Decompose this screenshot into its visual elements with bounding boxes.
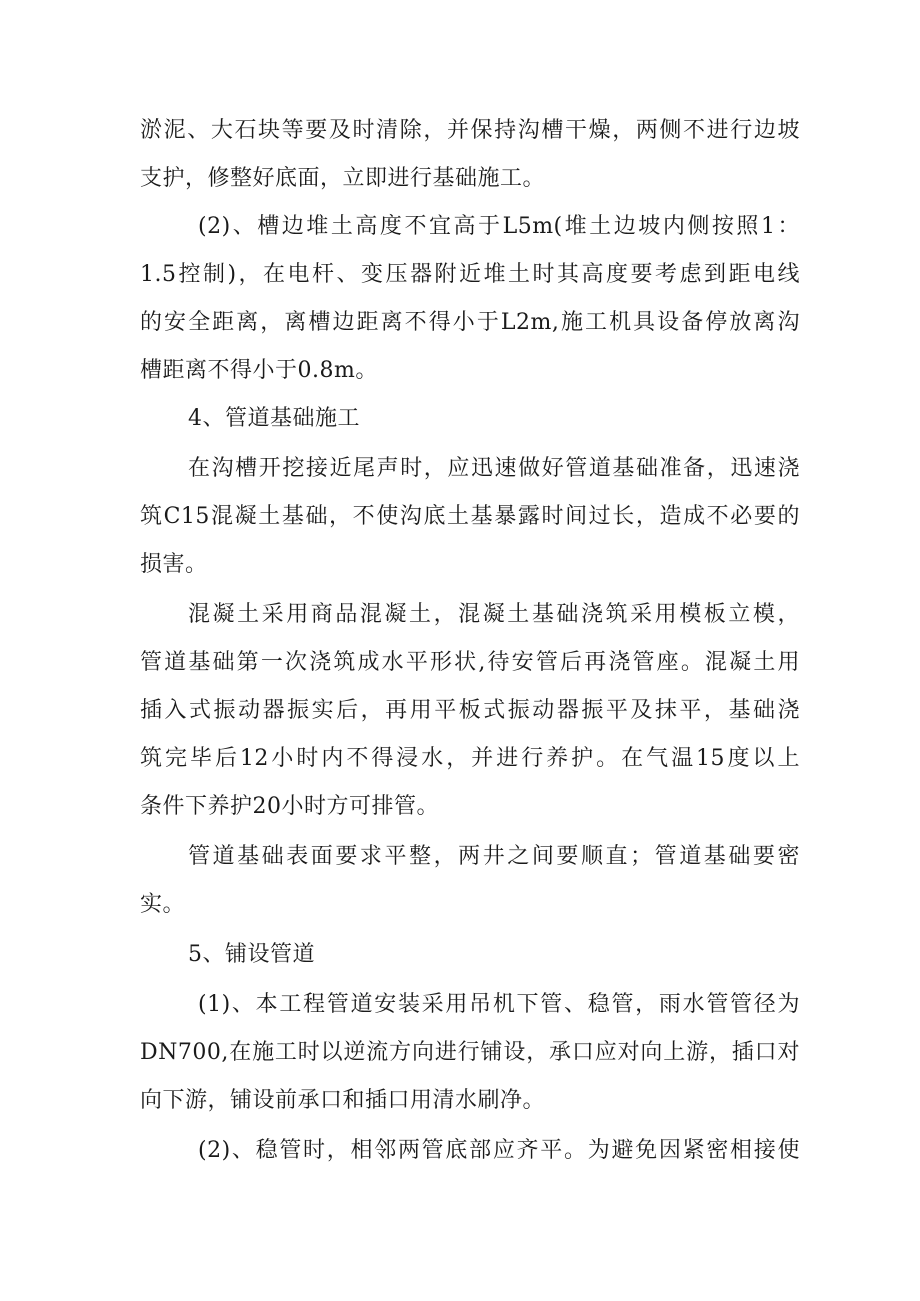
text-line: 淤泥、大石块等要及时清除，并保持沟槽干燥，两侧不进行边坡 bbox=[140, 118, 800, 143]
text-line: 筑C15混凝土基础，不使沟底土基暴露时间过长，造成不必要的 bbox=[140, 504, 800, 529]
text-line: 实。 bbox=[140, 892, 186, 917]
text-line: 损害。 bbox=[140, 552, 208, 577]
text-line: 在沟槽开挖接近尾声时，应迅速做好管道基础准备，迅速浇 bbox=[188, 456, 800, 481]
text-line: (1)、本工程管道安装采用吊机下管、稳管，雨水管管径为 bbox=[198, 992, 800, 1017]
section-heading: 4、管道基础施工 bbox=[188, 406, 360, 431]
text-line: 槽距离不得小于0.8m。 bbox=[140, 358, 378, 383]
section-heading: 5、铺设管道 bbox=[188, 942, 315, 967]
text-line: 插入式振动器振实后，再用平板式振动器振平及抹平，基础浇 bbox=[140, 698, 800, 723]
text-line: 1.5控制)，在电杆、变压器附近堆土时其高度要考虑到距电线 bbox=[140, 262, 800, 287]
text-line: 混凝土采用商品混凝土，混凝土基础浇筑采用模板立模， bbox=[188, 602, 800, 627]
text-line: 筑完毕后12小时内不得浸水，并进行养护。在气温15度以上 bbox=[140, 746, 800, 771]
text-line: 支护，修整好底面，立即进行基础施工。 bbox=[140, 166, 546, 191]
text-line: DN700,在施工时以逆流方向进行铺设，承口应对向上游，插口对 bbox=[140, 1040, 800, 1065]
text-line: 条件下养护20小时方可排管。 bbox=[140, 794, 439, 819]
text-line: (2)、稳管时，相邻两管底部应齐平。为避免因紧密相接使 bbox=[198, 1138, 800, 1163]
text-line: (2)、槽边堆土高度不宜高于L5m(堆土边坡内侧按照1： bbox=[198, 214, 800, 239]
text-line: 管道基础表面要求平整，两井之间要顺直；管道基础要密 bbox=[188, 844, 800, 869]
text-line: 的安全距离，离槽边距离不得小于L2m,施工机具设备停放离沟 bbox=[140, 310, 800, 335]
text-line: 向下游，铺设前承口和插口用清水刷净。 bbox=[140, 1088, 546, 1113]
text-line: 管道基础第一次浇筑成水平形状,待安管后再浇管座。混凝土用 bbox=[140, 650, 800, 675]
